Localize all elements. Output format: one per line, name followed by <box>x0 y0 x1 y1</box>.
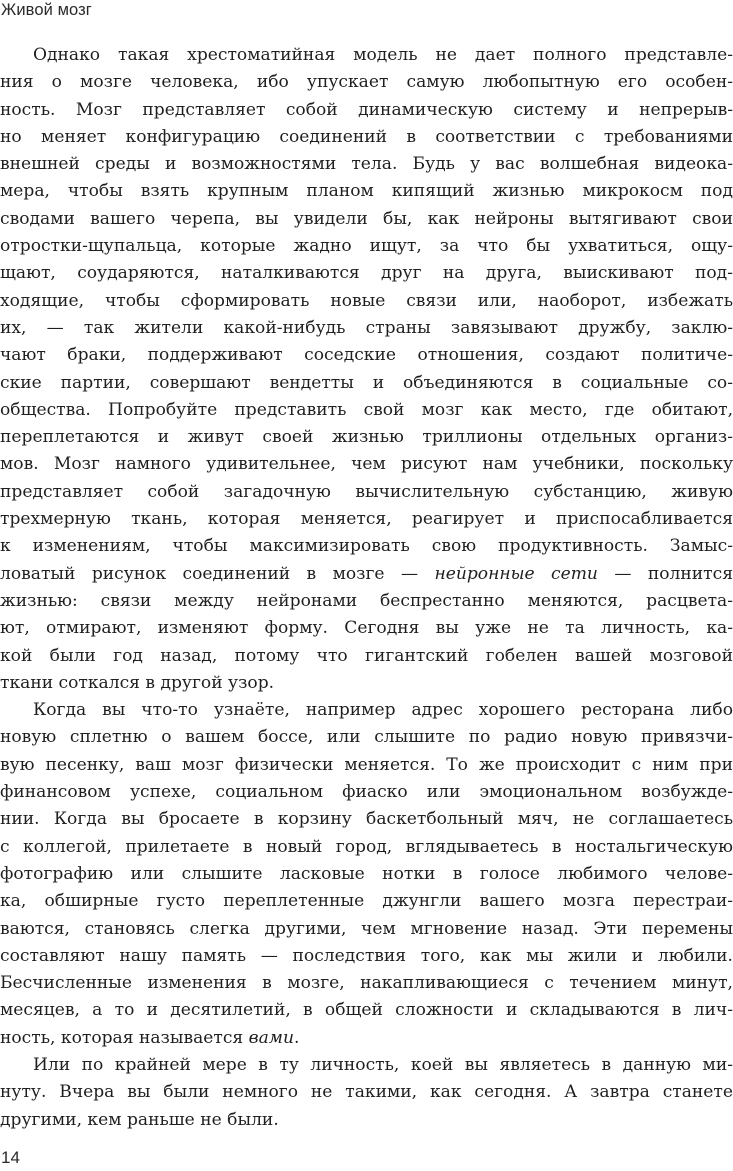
text-line: щают, соударяются, наталкиваются друг на друга, выискивают под- <box>0 263 733 284</box>
text-line: чают браки, поддерживают соседские отношения, создают политиче- <box>0 345 733 366</box>
text-line: ские партии, совершают вендетты и объединяются в социальные со- <box>0 372 733 393</box>
italic-term: вами <box>248 1027 294 1048</box>
text-line: вую песенку, ваш мозг физически меняется. То же происходит с ним при <box>0 754 733 775</box>
text-run: ловатый рисунок соединений в мозге — <box>0 563 435 584</box>
body-text <box>0 42 733 1134</box>
text-line: представляет собой загадочную вычислительную субстанцию, живую <box>0 481 733 502</box>
text-line: ходящие, чтобы сформировать новые связи или, наоборот, избежать <box>0 290 733 311</box>
text-line: мов. Мозг намного удивительнее, чем рисуют нам учебники, поскольку <box>0 454 733 475</box>
text-line: кой были год назад, потому что гигантский гобелен вашей мозговой <box>0 645 733 666</box>
text-line: ность. Мозг представляет собой динамическую систему и непрерыв- <box>0 99 733 120</box>
text-line: нуту. Вчера вы были немного не такими, как сегодня. А завтра станете <box>0 1082 733 1103</box>
text-line <box>0 1025 733 1052</box>
text-line: ют, отмирают, изменяют форму. Сегодня вы уже не та личность, ка- <box>0 618 733 639</box>
text-line: Или по крайней мере в ту личность, коей вы являетесь в данную ми- <box>33 1054 733 1075</box>
text-line: ваются, становясь слегка другими, чем мгновение назад. Эти перемены <box>0 918 733 939</box>
text-line: ка, обширные густо переплетенные джунгли вашего мозга перестраи- <box>0 891 733 912</box>
text-line: общества. Попробуйте представить свой мозг как место, где обитают, <box>0 399 733 420</box>
text-line: другими, кем раньше не были. <box>0 1109 279 1130</box>
running-head: Живой мозг <box>1 1 92 19</box>
text-line: нии. Когда вы бросаете в корзину баскетбольный мяч, не соглашаетесь <box>0 809 733 830</box>
italic-term: нейронные сети <box>434 563 598 584</box>
text-line: но меняет конфигурацию соединений в соответствии с требованиями <box>0 126 733 147</box>
text-line: отростки-щупальца, которые жадно ищут, за что бы ухватиться, ощу- <box>0 236 733 257</box>
text-line: составляют нашу память — последствия того, как мы жили и любили. <box>0 945 733 966</box>
text-line: Однако такая хрестоматийная модель не дает полного представле- <box>33 45 733 65</box>
text-line: мера, чтобы взять крупным планом кипящий жизнью микрокосм под <box>0 181 733 202</box>
text-line: финансовом успехе, социальном фиаско или эмоциональном возбужде- <box>0 782 733 803</box>
text-line: жизнью: связи между нейронами беспрестанно меняются, расцвета- <box>0 590 733 611</box>
text-run: ность, которая называется <box>0 1027 249 1048</box>
text-line: Когда вы что-то узнаёте, например адрес хорошего ресторана либо <box>33 700 733 721</box>
text-run: — полнится <box>597 563 733 584</box>
text-line: трехмерную ткань, которая меняется, реагирует и приспосабливается <box>0 509 733 530</box>
page-number: 14 <box>1 1148 20 1167</box>
text-line: месяцев, а то и десятилетий, в общей сложности и складываются в лич- <box>0 1000 733 1021</box>
text-line: фотографию или слышите ласковые нотки в голосе любимого челове- <box>0 863 733 884</box>
text-line: сводами вашего черепа, вы увидели бы, как нейроны вытягивают свои <box>0 208 733 229</box>
text-line: ния о мозге человека, ибо упускает самую любопытную его особен- <box>0 72 733 93</box>
text-line: внешней среды и возможностями тела. Будь у вас волшебная видеока- <box>0 154 733 175</box>
text-line <box>0 561 733 588</box>
text-line: переплетаются и живут своей жизнью триллионы отдельных организ- <box>0 427 733 448</box>
text-line: с коллегой, прилетаете в новый город, вглядываетесь в ностальгическую <box>0 836 733 857</box>
text-line: Бесчисленные изменения в мозге, накапливающиеся с течением минут, <box>0 973 733 994</box>
text-line: к изменениям, чтобы максимизировать свою продуктивность. Замыс- <box>0 536 733 557</box>
text-line: ткани соткался в другой узор. <box>0 672 275 693</box>
text-line: новую сплетню о вашем боссе, или слышите по радио новую привязчи- <box>0 727 733 748</box>
text-line: их, — так жители какой-нибудь страны завязывают дружбу, заклю- <box>0 317 733 338</box>
text-run: . <box>293 1027 300 1048</box>
